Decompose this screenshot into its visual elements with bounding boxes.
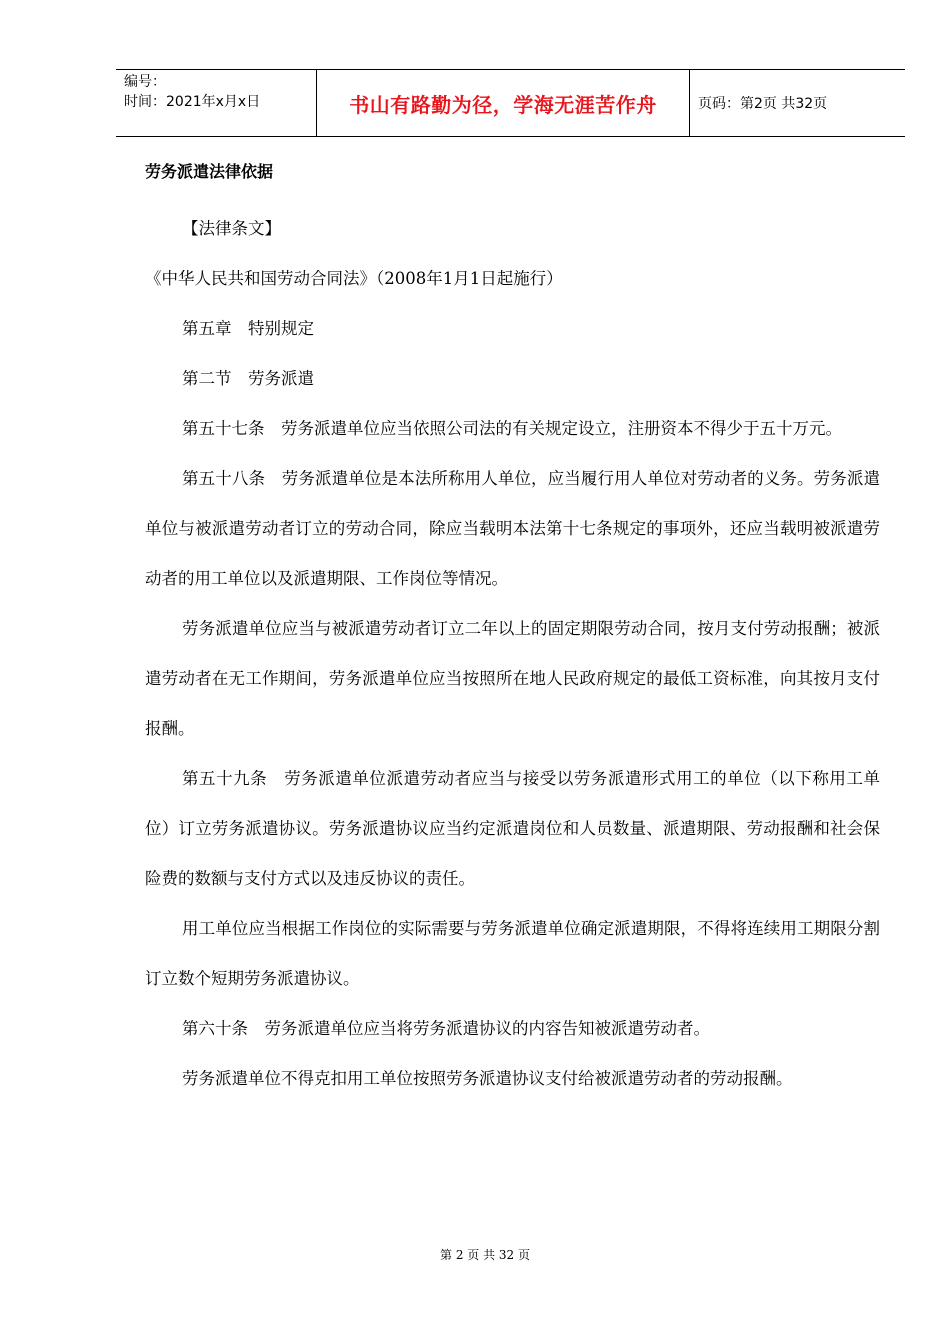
article-paragraph: 用工单位应当根据工作岗位的实际需要与劳务派遣单位确定派遣期限，不得将连续用工期限分割订立数个短期劳务派遣协议。 xyxy=(145,919,880,988)
doc-time-label: 时间：2021年x月x日 xyxy=(124,94,261,110)
doc-code-label: 编号： xyxy=(124,74,166,90)
header-meta xyxy=(116,70,316,136)
section-heading: 第二节 劳务派遣 xyxy=(182,369,314,388)
section-label: 【法律条文】 xyxy=(182,219,281,238)
header-motto: 书山有路勤为径，学海无涯苦作舟 xyxy=(316,70,690,136)
article-paragraph: 第五十九条 劳务派遣单位派遣劳动者应当与接受以劳务派遣形式用工的单位（以下称用工单位）订立劳务派遣协议。劳务派遣协议应当约定派遣岗位和人员数量、派遣期限、劳动报酬和社会保险费的数额与支付方式以及违反协议的责任。 xyxy=(145,769,880,888)
law-title: 《中华人民共和国劳动合同法》（2008年1月1日起施行） xyxy=(145,269,563,288)
doc-title: 劳务派遣法律依据 xyxy=(145,162,274,181)
page-footer: 第 2 页 共 32 页 xyxy=(440,1248,530,1262)
article-paragraph: 劳务派遣单位不得克扣用工单位按照劳务派遣协议支付给被派遣劳动者的劳动报酬。 xyxy=(182,1069,793,1088)
chapter-heading: 第五章 特别规定 xyxy=(182,319,314,338)
article-paragraph: 第五十八条 劳务派遣单位是本法所称用人单位，应当履行用人单位对劳动者的义务。劳务派遣单位与被派遣劳动者订立的劳动合同，除应当载明本法第十七条规定的事项外，还应当载明被派遣劳动者的用工单位以及派遣期限、工作岗位等情况。 xyxy=(145,469,880,588)
article-paragraph: 第六十条 劳务派遣单位应当将劳务派遣协议的内容告知被派遣劳动者。 xyxy=(182,1019,710,1038)
article-paragraph: 第五十七条 劳务派遣单位应当依照公司法的有关规定设立，注册资本不得少于五十万元。 xyxy=(182,419,842,438)
header-page-label: 页码：第2页 共32页 xyxy=(698,96,828,112)
document-body xyxy=(145,156,880,1104)
page-header xyxy=(116,69,905,137)
article-paragraph: 劳务派遣单位应当与被派遣劳动者订立二年以上的固定期限劳动合同，按月支付劳动报酬；被派遣劳动者在无工作期间，劳务派遣单位应当按照所在地人民政府规定的最低工资标准，向其按月支付报酬。 xyxy=(145,619,880,738)
